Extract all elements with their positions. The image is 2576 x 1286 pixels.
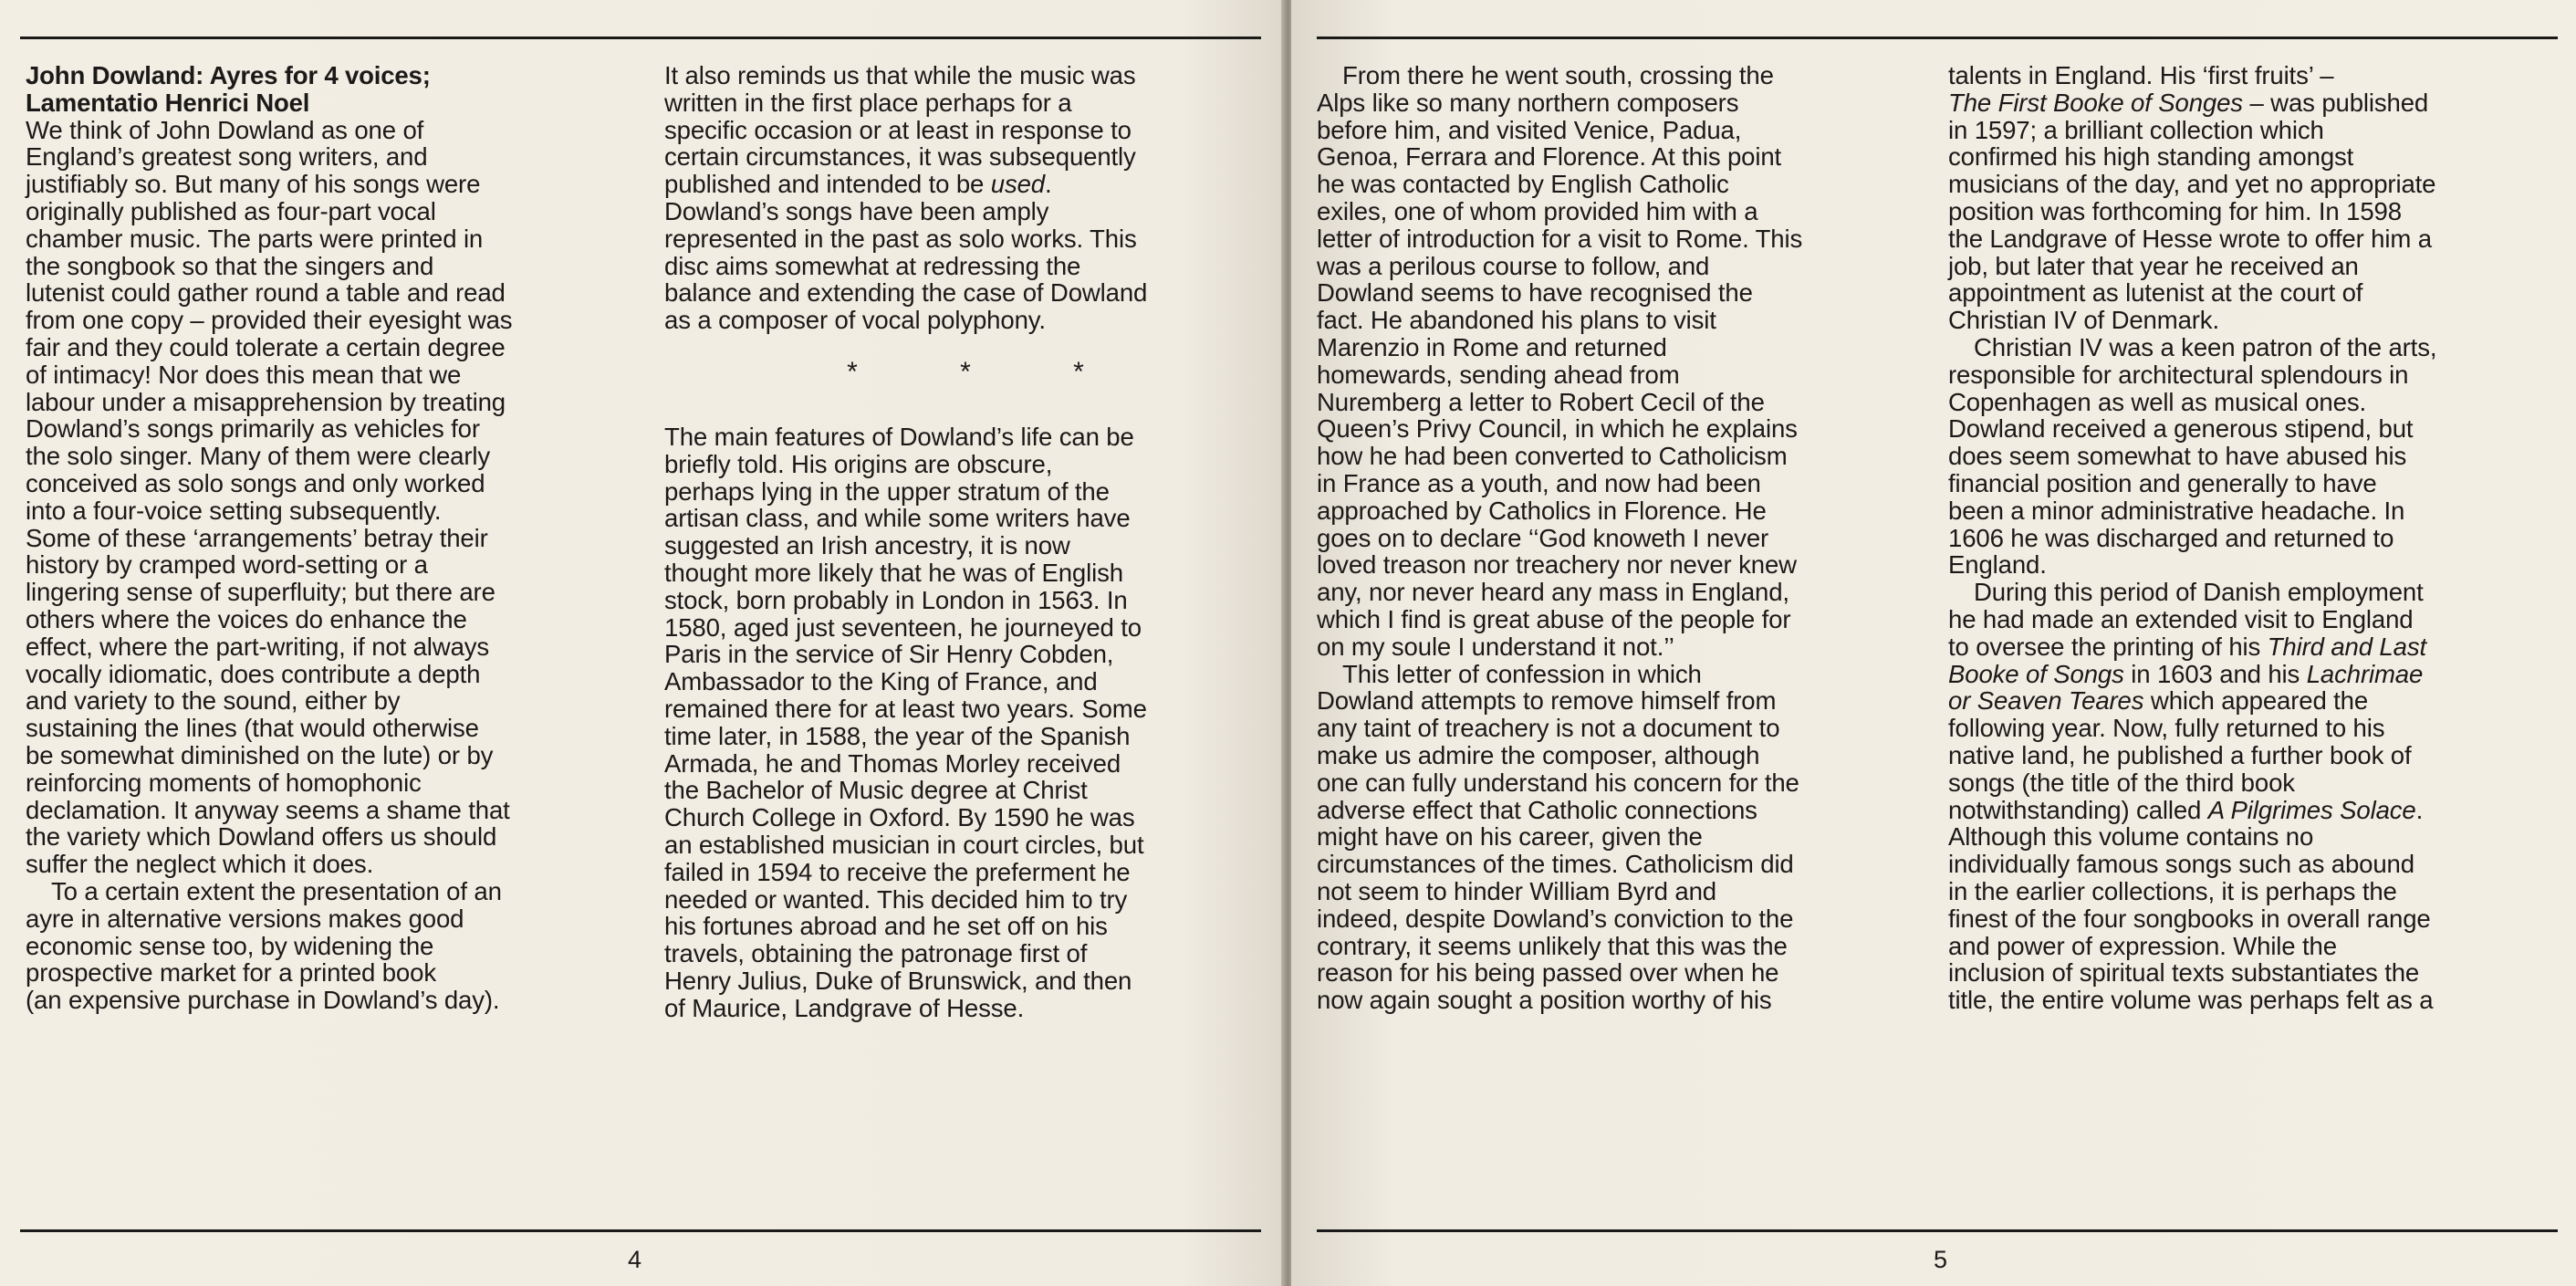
- paragraph-text: talents in England. His ‘first fruits’ –: [1948, 61, 2334, 89]
- left-page: [0, 0, 1285, 1286]
- left-page-column-1: [26, 62, 628, 1014]
- book-title: The First Booke of Songes: [1948, 88, 2243, 117]
- page-number: 4: [628, 1246, 642, 1273]
- paragraph: Christian IV was a keen patron of the arts, responsible for architectural splendours in Copenhagen as well as musical ones. Dowland received a generous stipend, but does seem somewhat to have abused his financial position and generally to have been a minor administrative headache. In 1606 he was discharged and returned to England.: [1948, 332, 2437, 580]
- book-title: A Pilgrimes Solace: [2207, 795, 2416, 824]
- bottom-rule: [20, 1229, 1261, 1232]
- paragraph-text: . Although this volume contains no individually famous songs such as abound in the earlier collections, it is perhaps the finest of the four songbooks in overall range and power of expression. While the inclusion of spiritual texts substantiates the title, the entire volume was perhaps felt as a: [1948, 795, 2434, 1015]
- paragraph: [1948, 62, 2569, 334]
- top-rule: [20, 37, 1261, 39]
- paragraph: To a certain extent the presentation of an ayre in alternative versions makes good economic sense too, by widening the prospective market for a printed book (an expensive purchase in Dowland’s day).: [26, 876, 502, 1015]
- paragraph-text: . Dowland’s songs have been amply represented in the past as solo works. This disc aims somewhat at redressing the balance and extending the case of Dowland as a composer of vocal polyphony.: [664, 170, 1148, 335]
- book-title: Third and Last Booke of Songs: [1948, 632, 2426, 688]
- paragraph-text: During this period of Danish employment he had made an extended visit to England to oversee the printing of his: [1948, 578, 2424, 661]
- paragraph-text: which appeared the following year. Now, fully returned to his native land, he published a further book of songs (the title of the third book notwithstanding) called: [1948, 686, 2412, 824]
- book-title: Lachrimae or Seaven Teares: [1948, 659, 2424, 716]
- section-divider-asterisks: * * *: [847, 356, 1132, 387]
- right-page-column-2: [1948, 62, 2569, 1014]
- top-rule: [1317, 37, 2558, 39]
- paragraph: [664, 62, 1267, 334]
- emphasis-text: used: [990, 170, 1045, 199]
- article-heading: John Dowland: Ayres for 4 voices; Lamentatio Henrici Noel: [26, 61, 431, 117]
- right-page: [1291, 0, 2576, 1286]
- paragraph: This letter of confession in which Dowland attempts to remove himself from any taint of treachery is not a document to make us admire the composer, although one can fully understand his concern for the adverse effect that Catholic connections might have on his career, given the circumstances of the times. Catholicism did not seem to hinder William Byrd and indeed, despite Dowland’s conviction to the contrary, it seems unlikely that this was the reason for his being passed over when he now again sought a position worthy of his: [1317, 659, 1799, 1015]
- paragraph: The main features of Dowland’s life can be briefly told. His origins are obscure, perhaps lying in the upper stratum of the artisan class, and while some writers have suggested an Irish ancestry, it is now thought more likely that he was of English stock, born probably in London in 1563. In 1580, aged just seventeen, he journeyed to Paris in the service of Sir Henry Cobden, Ambassador to the King of France, and remained there for at least two years. Some time later, in 1588, the year of the Spanish Armada, he and Thomas Morley received the Bachelor of Music degree at Christ Church College in Oxford. By 1590 he was an established musician in court circles, but failed in 1594 to receive the preferment he needed or wanted. This decided him to try his fortunes abroad and he set off on his travels, obtaining the patronage first of Henry Julius, Duke of Brunswick, and then of Maurice, Landgrave of Hesse.: [664, 422, 1147, 1022]
- right-page-column-1: [1317, 62, 1937, 1014]
- paragraph-text: in 1603 and his: [2123, 659, 2307, 688]
- left-page-column-2: [664, 62, 1267, 1022]
- paragraph-text: – was published in 1597; a brilliant collection which confirmed his high standing amongst musicians of the day, and yet no appropriate position was forthcoming for him. In 1598 the Landgrave of Hesse wrote to offer him a job, but later that year he received an appointment as lutenist at the court of Christian IV of Denmark.: [1948, 88, 2436, 335]
- paragraph-text: It also reminds us that while the music was written in the first place perhaps for a specific occasion or at least in response to certain circumstances, it was subsequently published and intended to be: [664, 61, 1136, 199]
- paragraph: From there he went south, crossing the Alps like so many northern composers before him, and visited Venice, Padua, Genoa, Ferrara and Florence. At this point he was contacted by English Catholic exiles, one of whom provided him with a letter of introduction for a visit to Rome. This was a perilous course to follow, and Dowland seems to have recognised the fact. He abandoned his plans to visit Marenzio in Rome and returned homewards, sending ahead from Nuremberg a letter to Robert Cecil of the Queen’s Privy Council, in which he explains how he had been converted to Catholicism in France as a youth, and now had been approached by Catholics in Florence. He goes on to declare ‘‘God knoweth I never loved treason nor treachery nor never knew any, nor never heard any mass in England, which I find is great abuse of the people for on my soule I understand it not.’’: [1317, 61, 1803, 661]
- paragraph: [1948, 579, 2569, 1014]
- paragraph: We think of John Dowland as one of England’s greatest song writers, and justifiably so. But many of his songs were originally published as four-part vocal chamber music. The parts were printed in the songbook so that the singers and lutenist could gather round a table and read from one copy – provided their eyesight was fair and they could tolerate a certain degree of intimacy! Nor does this mean that we labour under a misapprehension by treating Dowland’s songs primarily as vehicles for the solo singer. Many of them were clearly conceived as solo songs and only worked into a four-voice setting subsequently. Some of these ‘arrangements’ betray their history by cramped word-setting or a lingering sense of superfluity; but there are others where the voices do enhance the effect, where the part-writing, if not always vocally idiomatic, does contribute a depth and variety to the sound, either by sustaining the lines (that would otherwise be somewhat diminished on the lute) or by reinforcing moments of homophonic declamation. It anyway seems a shame that the variety which Dowland offers us should suffer the neglect which it does.: [26, 115, 513, 879]
- page-number: 5: [1934, 1246, 1948, 1273]
- bottom-rule: [1317, 1229, 2558, 1232]
